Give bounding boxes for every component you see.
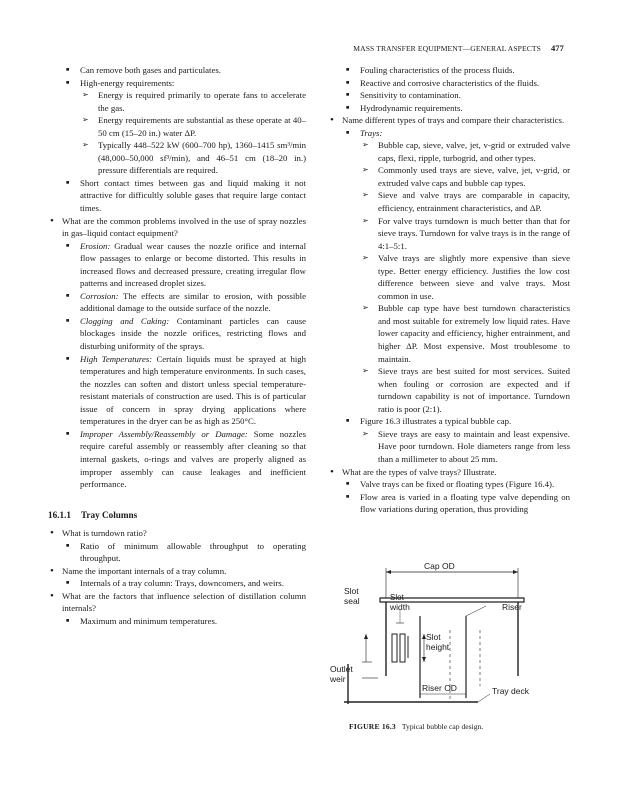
- item-text: Name the important internals of a tray column.: [62, 565, 227, 576]
- list-item: [328, 466, 570, 479]
- list-item: [48, 64, 306, 77]
- caption-label: FIGURE 16.3: [349, 722, 396, 731]
- item-text: Short contact times between gas and liquid making it not attractive for difficultly soluble gases that require large contact times.: [80, 177, 306, 214]
- list-item: [328, 415, 570, 428]
- item-text: For valve trays turndown is much better than that for sieve trays. Turndown for valve trays is in the range of 4:1–5:1.: [378, 215, 570, 251]
- list-item: [328, 102, 570, 115]
- list-item: [328, 478, 570, 491]
- list-item: [48, 77, 306, 90]
- item-text: Gradual wear causes the nozzle orifice and internal flow passages to enlarge or become distorted. This results in increased flows and decreased pressure, creating irregular flow patterns and increased droplet sizes.: [80, 240, 306, 289]
- label-slot-height-1: Slot: [426, 632, 441, 642]
- list-item: [328, 64, 570, 77]
- list-item: [328, 302, 570, 365]
- list-item: [328, 164, 570, 189]
- label-tray-deck: Tray deck: [492, 686, 530, 696]
- item-text: Sieve and valve trays are comparable in capacity, efficiency, entrainment characteristics, and ΔP.: [378, 190, 570, 214]
- list-item: [328, 114, 570, 127]
- list-item: [328, 215, 570, 253]
- bubble-cap-figure: [328, 558, 570, 723]
- item-text: Figure 16.3 illustrates a typical bubble cap.: [360, 416, 512, 427]
- item-text: Sieve trays are easy to maintain and least expensive. Have poor turndown. Hole diameters range from less than a millimeter to about 25 mm.: [378, 428, 570, 464]
- item-text: Reactive and corrosive characteristics of the fluids.: [360, 77, 540, 88]
- item-text: Commonly used trays are sieve, valve, jet, v-grid, or extruded valve caps and bubble cap types.: [378, 165, 570, 188]
- list-item: [48, 565, 306, 578]
- right-column: [328, 64, 570, 516]
- list-item: [48, 215, 306, 240]
- item-term: Corrosion:: [80, 290, 119, 301]
- item-text: Flow area is varied in a floating type valve depending on flow variations during operation, thus providing: [360, 491, 570, 515]
- section-number: 16.1.1: [48, 509, 71, 520]
- section-title: Tray Columns: [80, 509, 138, 520]
- label-outlet-weir-2: weir: [330, 674, 346, 684]
- item-term: High Temperatures:: [80, 353, 153, 364]
- list-item: [48, 315, 306, 353]
- slot-1: [392, 634, 397, 662]
- item-term: Clogging and Caking:: [80, 315, 170, 326]
- left-list: [48, 64, 306, 491]
- list-item: [48, 114, 306, 139]
- list-item: [48, 89, 306, 114]
- item-term: Erosion:: [80, 240, 111, 251]
- section-heading: [48, 509, 306, 522]
- item-term: Improper Assembly/Reassembly or Damage:: [80, 428, 248, 439]
- item-text: Fouling characteristics of the process fluids.: [360, 65, 515, 75]
- left-column: [48, 64, 306, 628]
- item-text: What are the common problems involved in the use of spray nozzles in gas–liquid contact equipment?: [62, 215, 306, 239]
- item-text: Internals of a tray column: Trays, downcomers, and weirs.: [80, 578, 284, 589]
- label-cap-od: Cap OD: [424, 561, 455, 571]
- item-text: Maximum and minimum temperatures.: [80, 615, 218, 626]
- item-text: What is turndown ratio?: [62, 528, 147, 539]
- list-item: [328, 365, 570, 415]
- item-text: Energy requirements are substantial as these operate at 40–50 cm (15–20 in.) water ΔP.: [98, 115, 306, 138]
- item-text: Some nozzles require careful assembly or reassembly after cleaning so that internal gaskets, o-rings and valves are properly aligned as improper assembly can cause leakages and inefficient performance.: [80, 428, 306, 490]
- list-item: [328, 77, 570, 90]
- header-title: MASS TRANSFER EQUIPMENT—GENERAL ASPECTS: [353, 44, 541, 53]
- bubble-cap-diagram: [328, 558, 570, 718]
- list-item: [48, 353, 306, 428]
- item-text: What are the types of valve trays? Illustrate.: [342, 466, 497, 477]
- slot-2: [400, 634, 405, 662]
- list-item: [328, 89, 570, 102]
- list-item: [48, 590, 306, 615]
- label-slot-width-1: Slot: [390, 593, 404, 602]
- item-text: What are the factors that influence selection of distillation column internals?: [62, 590, 306, 614]
- item-text: Typically 448–522 kW (600–700 hp), 1360–1415 sm³/min (48,000–50,000 sf³/min), and 46–51 cm (18–20 in.) pressure differentials are required.: [98, 140, 306, 176]
- item-term: Trays:: [360, 127, 383, 138]
- list-item: [328, 139, 570, 164]
- item-text: Bubble cap type have best turndown characteristics and most suitable for extremely low liquid rates. Have lower capacity and efficiency, higher entrainment, and higher ΔP. Most expensive. Most troublesome to maintain.: [378, 303, 570, 364]
- left-list-2: [48, 527, 306, 627]
- label-slot-width-2: width: [390, 602, 410, 612]
- running-header: [353, 43, 564, 53]
- list-item: [328, 127, 570, 140]
- list-item: [48, 527, 306, 540]
- item-text: Sieve trays are best suited for most services. Suited when fouling or corrosion are expected and if turndown capability is not of importance. Turndown ratio is poor (2:1).: [378, 366, 570, 414]
- item-text: The effects are similar to erosion, with possible additional damage to the outside surface of the nozzle.: [80, 290, 306, 314]
- list-item: [48, 139, 306, 177]
- item-text: Ratio of minimum allowable throughput to operating throughput.: [80, 540, 306, 564]
- label-slot-height-2: height: [426, 642, 450, 652]
- item-text: Bubble cap, sieve, valve, jet, v-grid or extruded valve caps, flexi, ripple, turbogrid, and other types.: [378, 140, 570, 163]
- right-list: [328, 64, 570, 516]
- caption-text: Typical bubble cap design.: [401, 722, 484, 731]
- item-text: Certain liquids must be sprayed at high temperatures and high temperature environments. In such cases, the nozzles can soften and distort unless special temperature-resistant materials of construction are used. This is of particular issue of concern in spray drying applications where temperatures in the dryer can be as high as 250°C.: [80, 353, 306, 427]
- label-riser: Riser: [502, 602, 522, 612]
- list-item: [48, 177, 306, 215]
- label-slot-seal-2: seal: [344, 596, 360, 606]
- list-item: [48, 540, 306, 565]
- figure-caption: [349, 722, 483, 731]
- item-text: Hydrodynamic requirements.: [360, 102, 463, 113]
- item-text: Valve trays can be fixed or floating types (Figure 16.4).: [360, 479, 555, 490]
- list-item: [328, 189, 570, 214]
- list-item: [328, 491, 570, 516]
- item-text: Sensitivity to contamination.: [360, 90, 461, 101]
- label-outlet-weir-1: Outlet: [330, 664, 353, 674]
- list-item: [48, 615, 306, 628]
- item-text: Energy is required primarily to operate fans to accelerate the gas.: [98, 90, 306, 113]
- list-item: [328, 428, 570, 466]
- list-item: [48, 428, 306, 491]
- list-item: [328, 252, 570, 302]
- label-slot-seal-1: Slot: [344, 586, 359, 596]
- item-text: Name different types of trays and compare their characteristics.: [342, 115, 565, 126]
- item-text: Valve trays are slightly more expensive than sieve type. Better energy efficiency. Justifies the low cost difference between sieve and valve trays. Most common in use.: [378, 253, 570, 301]
- list-item: [48, 577, 306, 590]
- label-riser-od: Riser OD: [422, 683, 457, 693]
- item-text: Can remove both gases and particulates.: [80, 65, 221, 75]
- item-text: High-energy requirements:: [80, 77, 175, 88]
- page-number: 477: [550, 43, 564, 53]
- list-item: [48, 240, 306, 290]
- list-item: [48, 290, 306, 315]
- item-text: Contaminant particles can cause blockages inside the nozzle orifices, restricting flows and disturbing uniformity of the sprays.: [80, 315, 306, 352]
